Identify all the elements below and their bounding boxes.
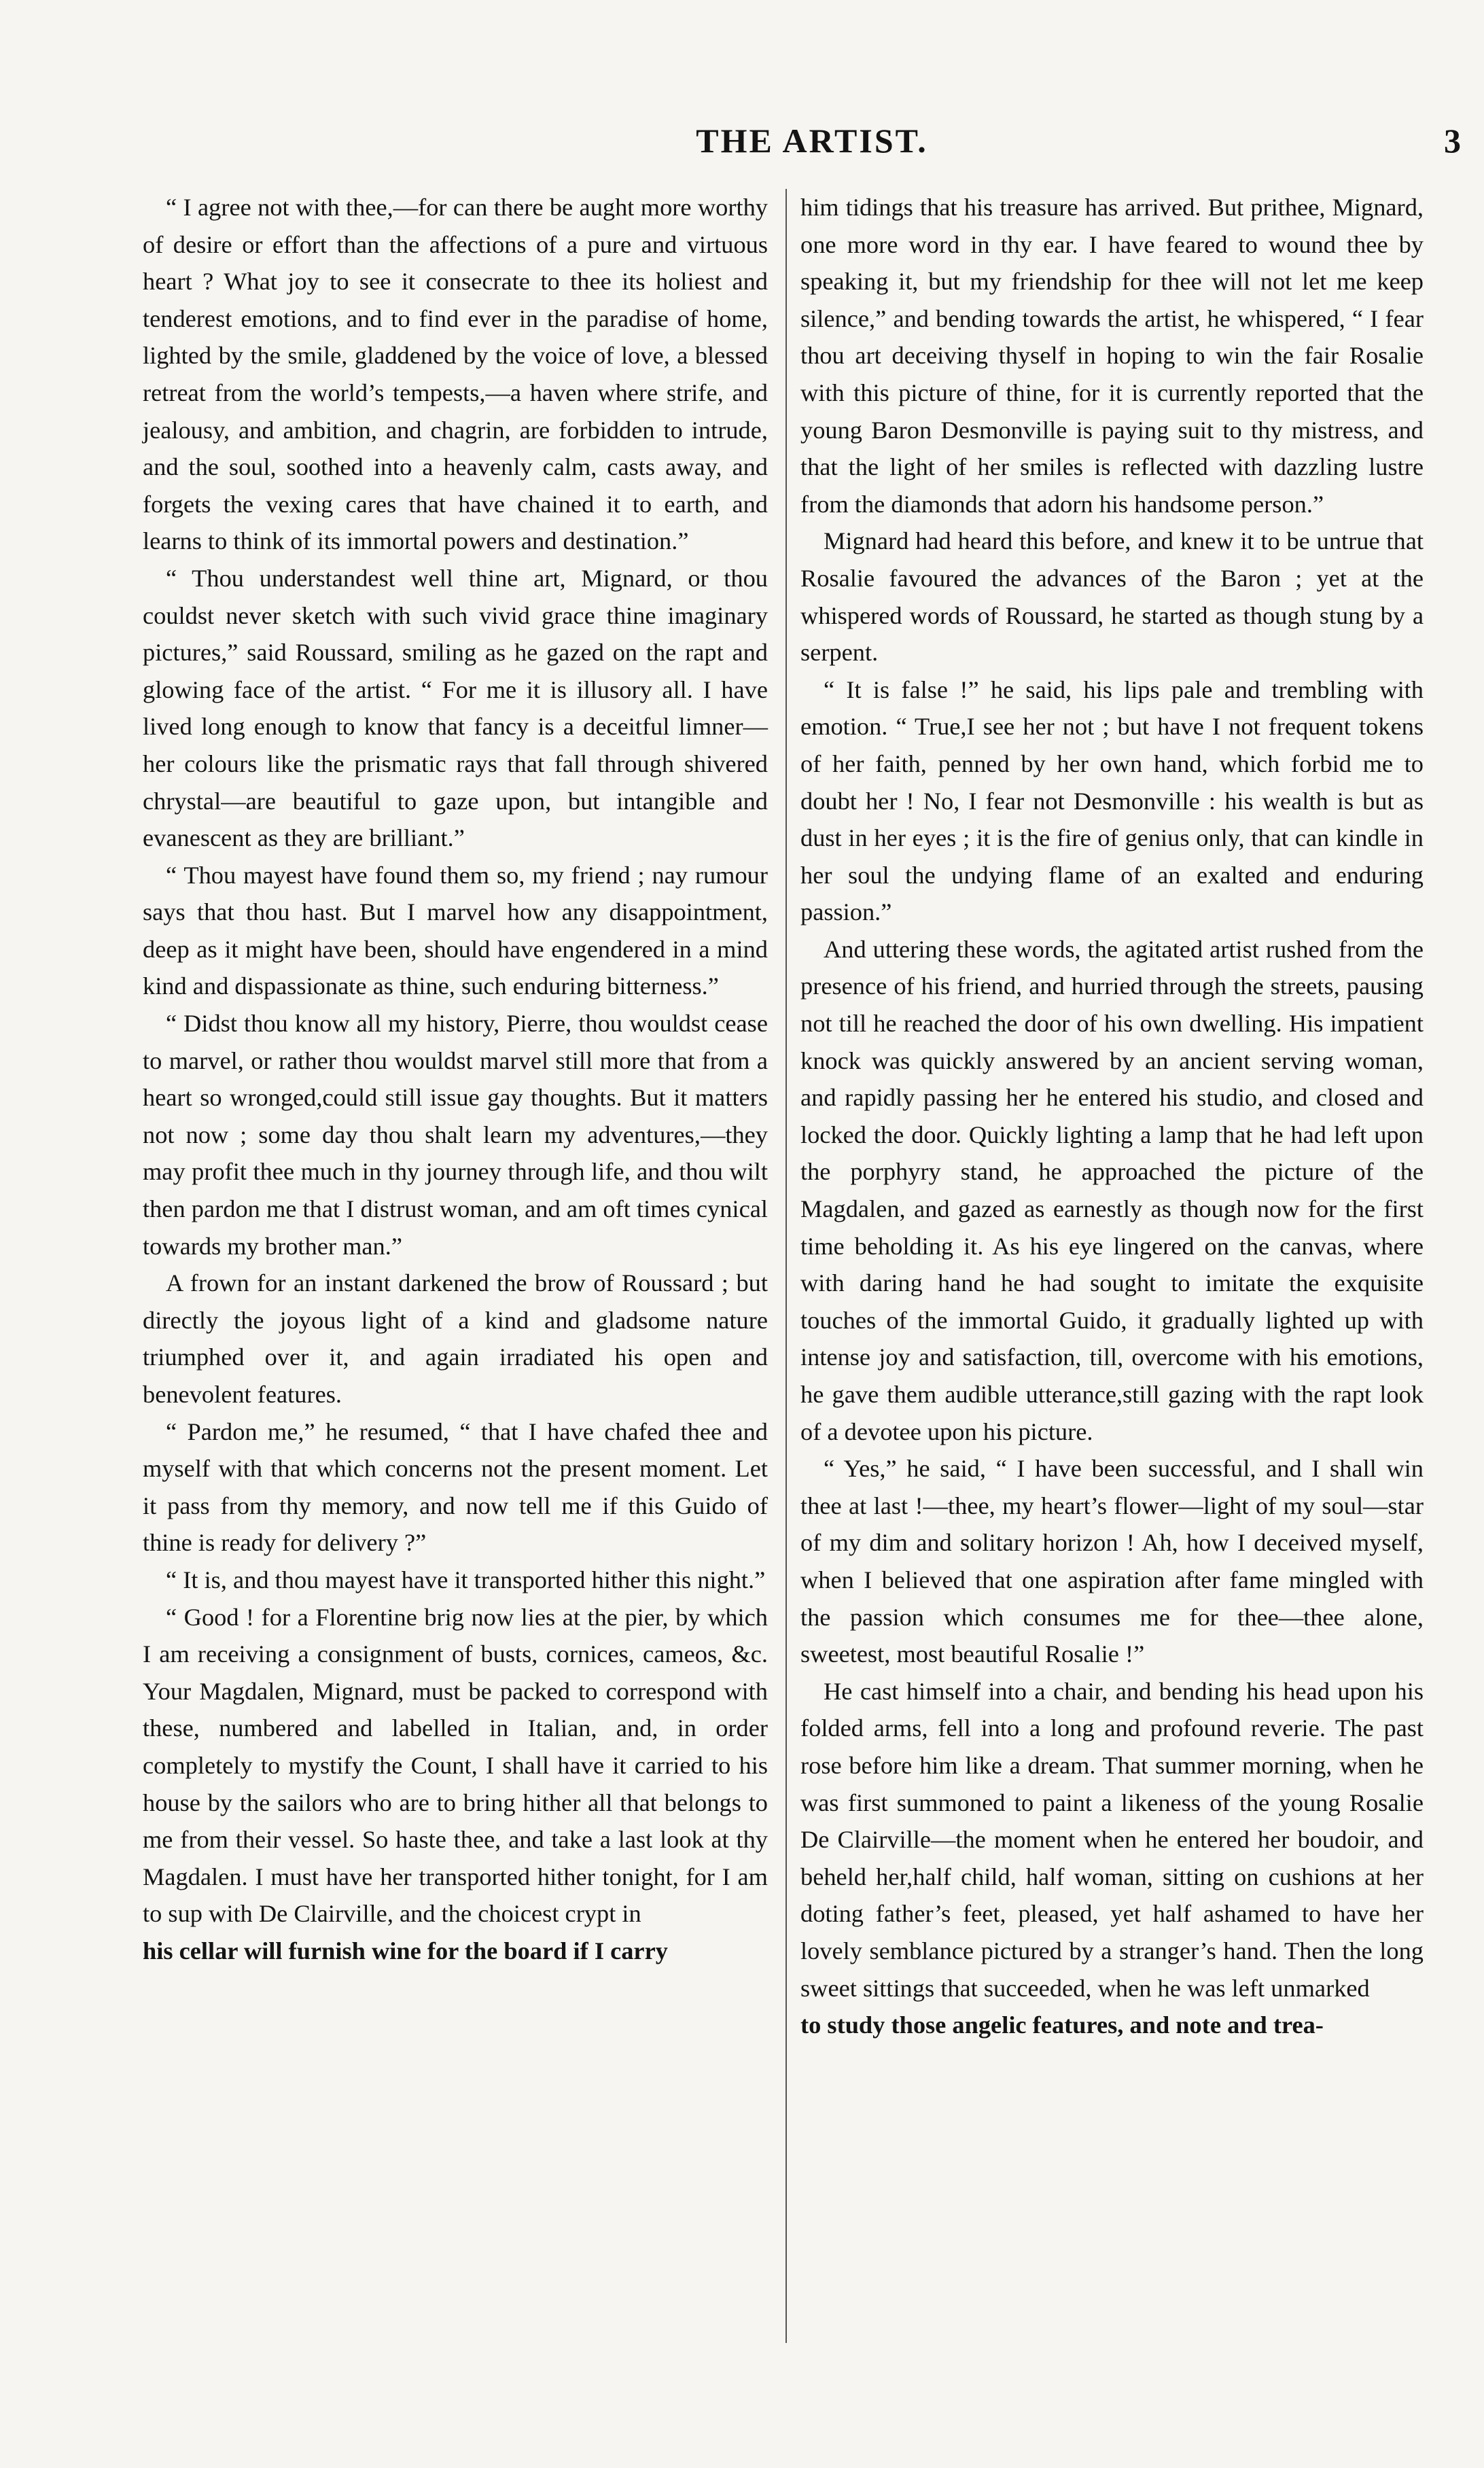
paragraph: A frown for an instant darkened the brow of Roussard ; but directly the joyous light of a kind and gladsome nature triumphed over it, and again irradiated his open and benevolent features. (143, 1269, 768, 1408)
paragraph: “ It is false !” he said, his lips pale and trembling with emotion. “ True,I see her not ; but have I not frequent tokens of her faith, penned by her own hand, which forbid me to doubt her ! No, I fear not Desmonville : his wealth is but as dust in her eyes ; it is the fire of genius only, that can kindle in her soul the undying flame of an exalted and enduring passion.” (800, 675, 1424, 926)
paragraph-tail: to study those angelic features, and note and trea- (800, 2011, 1324, 2039)
paragraph: “ I agree not with thee,—for can there be aught more worthy of desire or effort than the affections of a pure and virtuous heart ? What joy to see it consecrate to thee its holiest and tenderest emotions, and to find ever in the paradise of home, lighted by the smile, gladdened by the voice of love, a blessed retreat from the world’s tempests,—a haven where strife, and jealousy, and ambition, and chagrin, are forbidden to intrude, and the soul, soothed into a heavenly calm, casts away, and forgets the vexing cares that have chained it to earth, and learns to think of its immortal powers and destination.” (143, 194, 768, 555)
paragraph: “ Good ! for a Florentine brig now lies at the pier, by which I am receiving a consignment of busts, cornices, cameos, &c. Your Magdalen, Mignard, must be packed to correspond with these, numbered and labelled in Italian, and, in order completely to mystify the Count, I shall have it carried to his house by the sailors who are to bring hither all that belongs to me from their vessel. So haste thee, and take a last look at thy Magdalen. I must have her transported hither tonight, for I am to sup with De Clairville, and the choicest crypt in (143, 1603, 768, 1928)
page-header (156, 121, 1468, 169)
paragraph: “ Thou understandest well thine art, Mignard, or thou couldst never sketch with such vivid grace thine imaginary pictures,” said Roussard, smiling as he gazed on the rapt and glowing face of the artist. “ For me it is illusory all. I have lived long enough to know that fancy is a deceitful limner—her colours like the prismatic rays that fall through shivered chrystal—are beautiful to gaze upon, but intangible and evanescent as they are brilliant.” (143, 564, 768, 852)
page-title: THE ARTIST. (696, 122, 928, 160)
paragraph: Mignard had heard this before, and knew it to be untrue that Rosalie favoured the advances of the Baron ; yet at the whispered words of Roussard, he started as though stung by a serpent. (800, 527, 1424, 667)
left-column (143, 189, 768, 1970)
paragraph-continued: him tidings that his treasure has arrived. But prithee, Mignard, one more word in thy ear. I have feared to wound thee by speaking it, but my friendship for thee will not let me keep silence,” and bending towards the artist, he whispered, “ I fear thou art deceiving thyself in hoping to win the fair Rosalie with this picture of thine, for it is currently reported that the young Baron Desmonville is paying suit to thy mistress, and that the light of her smiles is reflected with dazzling lustre from the diamonds that adorn his handsome person.” (800, 194, 1424, 518)
paragraph: “ Didst thou know all my history, Pierre, thou wouldst cease to marvel, or rather thou wouldst marvel still more that from a heart so wronged,could still issue gay thoughts. But it matters not now ; some day thou shalt learn my adventures,—they may profit thee much in thy journey through life, and thou wilt then pardon me that I distrust woman, and am oft times cynical towards my brother man.” (143, 1010, 768, 1260)
page-number: 3 (1444, 122, 1461, 160)
paragraph: He cast himself into a chair, and bending his head upon his folded arms, fell into a long and profound reverie. The past rose before him like a dream. That summer morning, when he was first summoned to paint a likeness of the young Rosalie De Clairville—the moment when he entered her boudoir, and beheld her,half child, half woman, sitting on cushions at her doting father’s feet, pleased, yet half ashamed to have her lovely semblance pictured by a stranger’s hand. Then the long sweet sittings that succeeded, when he was left unmarked (800, 1677, 1424, 2002)
paragraph: “ Pardon me,” he resumed, “ that I have chafed thee and myself with that which concerns not the present moment. Let it pass from thy memory, and now tell me if this Guido of thine is ready for delivery ?” (143, 1417, 768, 1557)
paragraph-tail: his cellar will furnish wine for the board if I carry (143, 1937, 668, 1964)
paragraph: “ Yes,” he said, “ I have been successful, and I shall win thee at last !—thee, my heart’s flower—light of my soul—star of my dim and solitary horizon ! Ah, how I deceived myself, when I believed that one aspiration after fame mingled with the passion which consumes me for thee—thee alone, sweetest, most beautiful Rosalie !” (800, 1455, 1424, 1668)
paragraph: And uttering these words, the agitated artist rushed from the presence of his friend, and hurried through the streets, pausing not till he reached the door of his own dwelling. His impatient knock was quickly answered by an ancient serving woman, and rapidly passing her he entered his studio, and closed and locked the door. Quickly lighting a lamp that he had left upon the porphyry stand, he approached the picture of the Magdalen, and gazed as earnestly as though now for the first time beholding it. As his eye lingered on the canvas, where with daring hand he had sought to imitate the exquisite touches of the immortal Guido, it gradually lighted up with intense joy and satisfaction, till, overcome with his emotions, he gave them audible utterance,still gazing with the rapt look of a devotee upon his picture. (800, 935, 1424, 1445)
column-divider (785, 189, 787, 2343)
paragraph: “ It is, and thou mayest have it transported hither this night.” (166, 1566, 766, 1593)
right-column (800, 189, 1424, 2044)
paragraph: “ Thou mayest have found them so, my friend ; nay rumour says that thou hast. But I marvel how any disappointment, deep as it might have been, should have engendered in a mind kind and dispassionate as thine, such enduring bitterness.” (143, 861, 768, 1000)
